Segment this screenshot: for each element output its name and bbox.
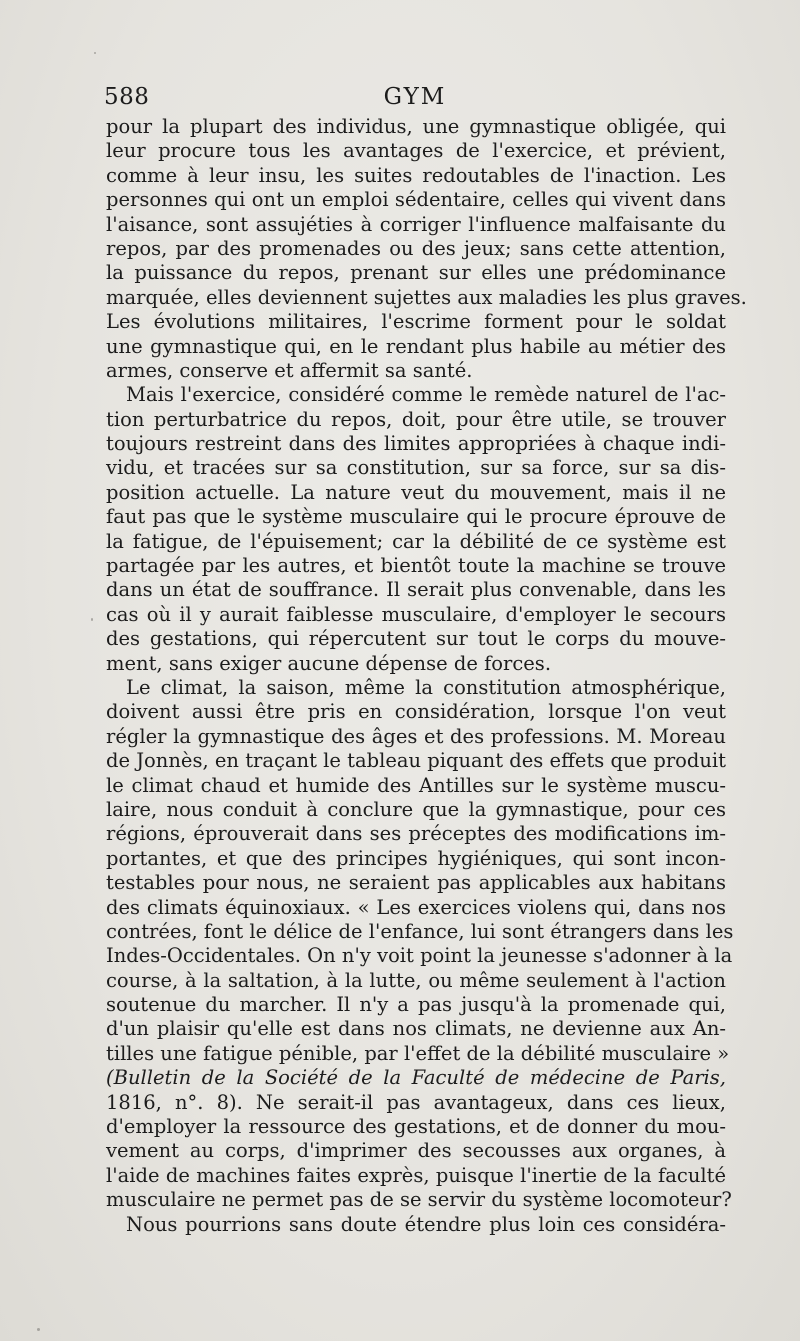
text-line: de Jonnès, en traçant le tableau piquant des effets que produit [106,749,726,773]
page-header [104,84,726,118]
text-line: laire, nous conduit à conclure que la gymnastique, pour ces [106,797,726,821]
text-line: partagée par les autres, et bientôt toute la machine se trouve [106,554,726,578]
text-line: Mais l'exercice, considéré comme le remède naturel de l'ac- [126,383,726,407]
text-line: la puissance du repos, prenant sur elles une prédominance [106,261,726,285]
text-line: régions, éprouverait dans ses préceptes des modifications im- [106,822,726,846]
text-line: d'employer la ressource des gestations, et de donner du mou- [106,1115,726,1139]
paper-speck [91,618,93,621]
text-line: Le climat, la saison, même la constitution atmosphérique, [126,675,726,699]
text-line: vement au corps, d'imprimer des secousses aux organes, à [106,1139,726,1163]
text-line: faut pas que le système musculaire qui le procure éprouve de [106,505,726,529]
text-line: Indes-Occidentales. On n'y voit point la jeunesse s'adonner à la [106,944,733,968]
text-line: vidu, et tracées sur sa constitution, sur sa force, sur sa dis- [106,456,726,480]
text-line: personnes qui ont un emploi sédentaire, celles qui vivent dans [106,188,726,212]
text-line: portantes, et que des principes hygiéniques, qui sont incon- [106,846,726,870]
paper-speck [94,52,96,54]
text-line: régler la gymnastique des âges et des professions. M. Moreau [106,724,726,748]
text-line: la fatigue, de l'épuisement; car la débilité de ce système est [106,529,726,553]
text-line: toujours restreint dans des limites appropriées à chaque indi- [106,432,726,456]
body-text [106,115,747,1237]
paper-speck [37,1328,40,1331]
text-line: une gymnastique qui, en le rendant plus habile au métier des [106,334,726,358]
text-line: cas où il y aurait faiblesse musculaire, d'employer le secours [106,602,726,626]
text-line: tilles une fatigue pénible, par l'effet de la débilité musculaire » [106,1041,730,1065]
text-line: l'aisance, sont assujéties à corriger l'influence malfaisante du [106,212,726,236]
text-line: marquée, elles deviennent sujettes aux maladies les plus graves. [106,285,747,309]
text-line: pour la plupart des individus, une gymnastique obligée, qui [106,115,726,138]
text-line: des climats équinoxiaux. « Les exercices violens qui, dans nos [106,895,726,919]
text-line: leur procure tous les avantages de l'exercice, et prévient, [106,139,726,163]
text-line: Les évolutions militaires, l'escrime forment pour le soldat [106,310,726,334]
text-line: ment, sans exiger aucune dépense de forces. [106,651,552,675]
text-line: des gestations, qui répercutent sur tout le corps du mouve- [106,627,726,651]
text-line: dans un état de souffrance. Il serait plus convenable, dans les [106,578,726,602]
text-line: le climat chaud et humide des Antilles sur le système muscu- [106,773,726,797]
text-line: course, à la saltation, à la lutte, ou même seulement à l'action [106,968,726,992]
text-line: 1816, n°. 8). Ne serait-il pas avantageux, dans ces lieux, [106,1090,726,1114]
text-line: repos, par des promenades ou des jeux; sans cette attention, [106,236,726,260]
text-line: l'aide de machines faites exprès, puisque l'inertie de la faculté [106,1163,726,1187]
text-line: d'un plaisir qu'elle est dans nos climats, ne devienne aux An- [106,1017,726,1041]
text-line: contrées, font le délice de l'enfance, lui sont étrangers dans les [106,919,734,943]
text-line: tion perturbatrice du repos, doit, pour être utile, se trouver [106,407,726,431]
text-line: comme à leur insu, les suites redoutables de l'inaction. Les [106,163,726,187]
text-line: testables pour nous, ne seraient pas applicables aux habitans [106,871,726,895]
text-line: soutenue du marcher. Il n'y a pas jusqu'à la promenade qui, [106,993,726,1017]
text-line: position actuelle. La nature veut du mouvement, mais il ne [106,480,726,504]
text-line: Nous pourrions sans doute étendre plus loin ces considéra- [126,1212,726,1236]
text-line: (Bulletin de la Société de la Faculté de médecine de Paris, [106,1066,726,1090]
text-line: doivent aussi être pris en considération, lorsque l'on veut [106,700,726,724]
page-number: 588 [104,84,150,110]
text-line: musculaire ne permet pas de se servir du système locomoteur? [106,1188,732,1212]
running-head: GYM [383,84,447,110]
text-line: armes, conserve et affermit sa santé. [106,358,473,382]
